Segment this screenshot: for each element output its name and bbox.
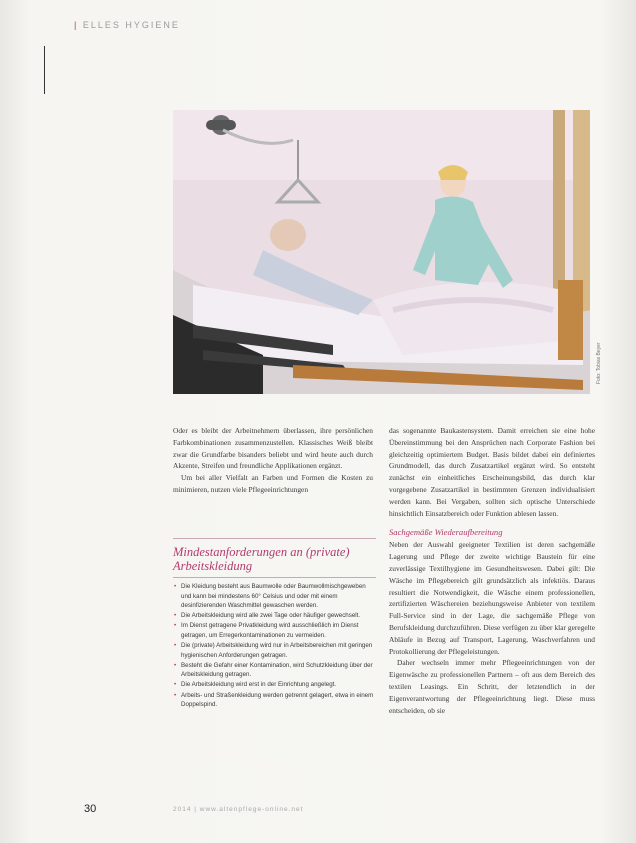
box-top-rule [173,538,376,539]
page-number: 30 [84,803,97,815]
paragraph: Um bei aller Vielfalt an Farben und Formen die Kosten zu minimieren, nutzen viele Pflegeeinrichtungen [173,473,373,494]
list-item: • Besteht die Gefahr einer Kontamination, wird Schutzkleidung über der Arbeitskleidung getragen. [173,661,376,680]
subheading: Sachgemäße Wiederaufbereitung [389,527,503,538]
margin-rule [44,46,45,94]
box-title-rule [173,577,376,578]
section-header [74,20,180,30]
list-item: • Die (private) Arbeitskleidung wird nur in Arbeitsbereichen mit geringen hygienischen Anforderungen getragen. [173,641,376,660]
right-column-text [389,425,595,716]
list-item: • Die Arbeitskleidung wird erst in der Einrichtung angelegt. [173,680,376,690]
box-title: Mindestanforderungen an (private) Arbeitskleidung [173,545,350,573]
header-accent: | [74,20,79,30]
paragraph: Oder es bleibt der Arbeitnehmern überlassen, ihre persönlichen Farbkombinationen zusammenzustellen. Klassisches Weiß bleibt zwar die Grundfarbe bisanders beliebt und wird heute auch durch Akzente, Streifen und freundliche Applikationen ergänzt. [173,426,373,471]
requirements-list [173,582,376,710]
header-section-label: ELLES HYGIENE [82,20,180,30]
paragraph: das sogenannte Baukastensystem. Damit erreichen sie eine hohe Übereinstimmung bei den Ansprüchen nach Corporate Fashion bei gleichzeitig optimiertem Budget. Basis bildet dabei ein definiertes Grundmodell, das durch Zusatzartikel ergänzt wird. So entsteht zunächst ein einheitliches Erscheinungsbild, das durch klar vorgegebene Zusatzartikel in bestimmten Grenzen individualisiert werden kann. Bei Vergaben, sollten sich optische Unterschiede hinsichtlich Einsatzbereich oder Funktion ablesen lassen. [389,426,595,518]
footer-text: 2014 | www.altenpflege-online.net [173,806,304,813]
list-item: • Im Dienst getragene Privatkleidung wird ausschließlich im Dienst getragen, um Erregerkontaminationen zu vermeiden. [173,621,376,640]
article-photo [173,110,590,394]
paragraph: Neben der Auswahl geeigneter Textilien ist deren sachgemäße Lagerung und Pflege der zweite wichtige Baustein für eine zuverlässige Textilhygiene im Gesundheitswesen. Dabei gilt: Die Wäsche im Pflegebereich gilt grundsätzlich als infektiös. Daraus resultiert die Notwendigkeit, die Wäsche einem professionellen, zertifizierten Wäschereien beziehungsweise Anbieter von textilem Full-Service sind in der Lage, die sachgemäße Pflege von Berufskleidung durchzuführen. Diese verfügen zu über klar geregelte Abläufe in Bezug auf Transport, Lagerung, Waschverfahren und Protokollierung der Pflegeleistungen. [389,540,595,656]
list-item: • Die Kleidung besteht aus Baumwolle oder Baumwollmischgeweben und kann bei mindestens 60° Celsius und oder mit einem desinfizierenden Waschmittel gewaschen werden. [173,582,376,611]
list-item: • Arbeits- und Straßenkleidung werden getrennt gelagert, etwa in einem Doppelspind. [173,691,376,710]
photo-credit: Foto: Tobias Beyer [596,342,602,384]
list-item: • Die Arbeitskleidung wird alle zwei Tage oder häufiger gewechselt. [173,611,376,621]
paragraph: Daher wechseln immer mehr Pflegeeinrichtungen von der Eigenwäsche zu professionellen Partnern – oft aus dem Bereich des textilen Leasings. Ein Schritt, der letztendlich in der Eigenverantwortung der Pflegeeinrichtung liegt. Diese muss entscheiden, ob sie [389,658,595,715]
left-column-text [173,425,373,496]
